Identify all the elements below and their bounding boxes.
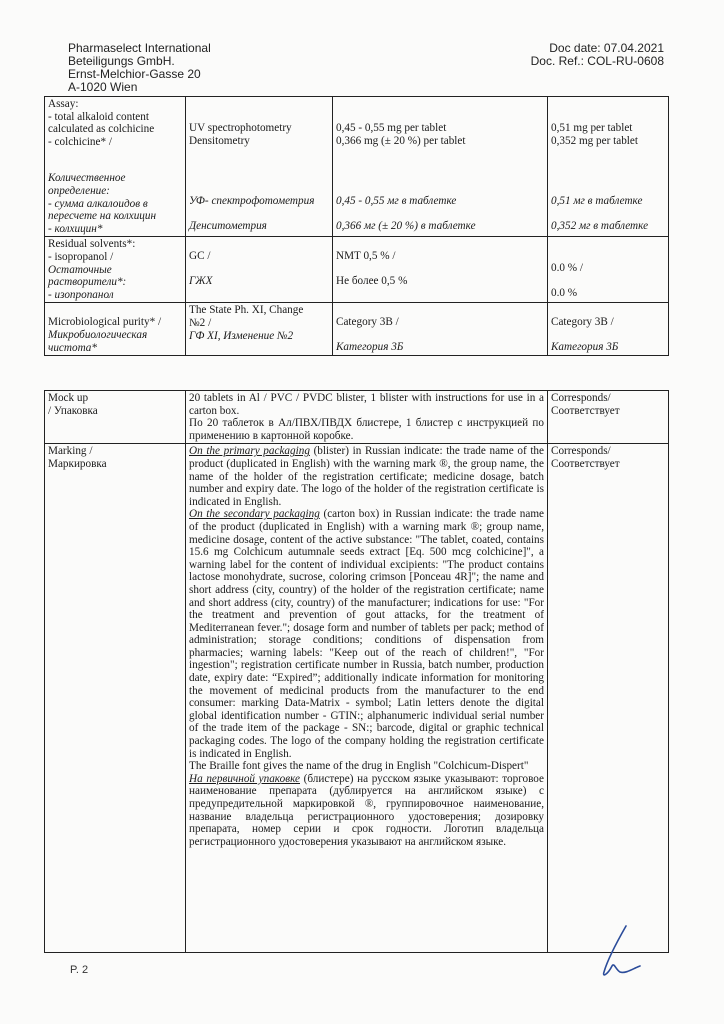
braille-note: The Braille font gives the name of the drug in English "Colchicum-Dispert" [189, 760, 529, 773]
marking-label-cell: Marking / Маркировка [45, 444, 186, 953]
solvents-method-cell: GC / ГЖХ [186, 237, 333, 303]
mockup-description-cell: 20 tablets in Al / PVC / PVDC blister, 1 blister with instructions for use in a carton box. По 20 таблеток в Ал/ПВХ/ПВДХ блистере, 1 блистер с инструкцией по применению в картонной коробке. [186, 391, 548, 444]
company-line: Ernst-Melchior-Gasse 20 [68, 67, 201, 81]
assay-parameter-cell: Assay: - total alkaloid content calculated as colchicine - colchicine* / Количественное определение: - сумма алкалоидов в пересчете на колхицин - колхицин* [45, 97, 186, 237]
company-line: Beteiligungs GmbH. [68, 54, 175, 68]
company-line: A-1020 Wien [68, 80, 138, 94]
table-row-assay [45, 97, 669, 237]
marking-description-cell: On the primary packaging (blister) in Russian indicate: the trade name of the product (duplicated in English) with the warning mark ®, the group name, the name of the holder of the registration certificate; medicine dosage, batch number and expiry date. The logo of the holder of the registration certificate is indicated in English. On the secondary packaging (carton box) in Russian indicate: the trade name of the product (duplicated in English) with a warning mark ®; group name, medicine dosage, content of the active substance: "The tablet, coated, contains 15.6 mg Colchicum autumnale seeds extract [Eq. 500 mcg colchicine]", a warning label for the content of individual excipients: "The product contains lactose monohydrate, sucrose, coloring crimson [Ponceau 4R]"; the name and short address (city, country) of the holder of the registration certificate; name and short address (city, country) of the manufacturer; indications for use: "For the treatment and prevention of gout attacks, for the treatment of Mediterranean fever."; dosage form and number of tablets per pack; method of administration; storage conditions; conditions of dispensation from pharmacies; warning labels: "Keep out of the reach of children!", "For ingestion"; registration certificate number in Russia, batch number, production date, expiry date: “Expired”; additionally indicate information for monitoring the movement of medicinal products from the manufacturer to the end consumer: marking Data-Matrix - symbol; Latin letters denote the digital global identification number - GTIN:; alphanumeric individual serial number of the trade item of the package - SN:; barcode, digital or graphic technical packaging codes. The logo of the company holding the registration certificate is indicated in English. The Braille font gives the name of the drug in English "Colchicum-Dispert" На первичной упаковке (блистере) на русском языке указывают: торговое наименование препарата (дублируется на английском языке) с предупредительной маркировкой ®, группировочное наименование, название владельца регистрационного удостоверения; дозировку препарата, номер серии и срок годности. Логотип владельца регистрационного удостоверения указывают на английском языке. [186, 444, 548, 953]
page-number: P. 2 [70, 964, 89, 976]
table-row-solvents [45, 237, 669, 303]
primary-packaging-heading: On the primary packaging [189, 445, 310, 458]
micro-limit-cell: Category 3B / Категория 3Б [333, 303, 548, 356]
assay-method-cell: UV spectrophotometry Densitometry УФ- спектрофотометрия Денситометрия [186, 97, 333, 237]
solvents-limit-cell: NMT 0,5 % / Не более 0,5 % [333, 237, 548, 303]
secondary-packaging-heading: On the secondary packaging [189, 508, 320, 521]
mockup-result-cell: Corresponds/ Соответствует [548, 391, 669, 444]
doc-ref: Doc. Ref.: COL-RU-0608 [530, 54, 664, 68]
company-line: Pharmaselect International [68, 41, 211, 55]
solvents-result-cell: 0.0 % / 0.0 % [548, 237, 669, 303]
ru-primary-heading: На первичной упаковке [189, 772, 300, 785]
mockup-label-cell: Mock up / Упаковка [45, 391, 186, 444]
assay-result-cell: 0,51 mg per tablet 0,352 mg per tablet 0,51 мг в таблетке 0,352 мг в таблетке [548, 97, 669, 237]
doc-reference [531, 42, 664, 68]
signature [596, 922, 646, 987]
specification-table [44, 96, 669, 356]
packaging-table [44, 390, 669, 953]
table-row-mockup [45, 391, 669, 444]
solvents-parameter-cell: Residual solvents*: - isopropanol / Остаточные растворители*: - изопропанол [45, 237, 186, 303]
micro-parameter-cell: Microbiological purity* / Микробиологическая чистота* [45, 303, 186, 356]
micro-result-cell: Category 3B / Категория 3Б [548, 303, 669, 356]
table-row-micro [45, 303, 669, 356]
marking-result-cell: Corresponds/ Соответствует [548, 444, 669, 953]
company-address [68, 42, 211, 94]
assay-limit-cell: 0,45 - 0,55 mg per tablet 0,366 mg (± 20 %) per tablet 0,45 - 0,55 мг в таблетке 0,366 мг (± 20 %) в таблетке [333, 97, 548, 237]
doc-date: Doc date: 07.04.2021 [549, 41, 664, 55]
table-row-marking [45, 444, 669, 953]
micro-method-cell: The State Ph. XI, Change №2 / ГФ XI, Изменение №2 [186, 303, 333, 356]
